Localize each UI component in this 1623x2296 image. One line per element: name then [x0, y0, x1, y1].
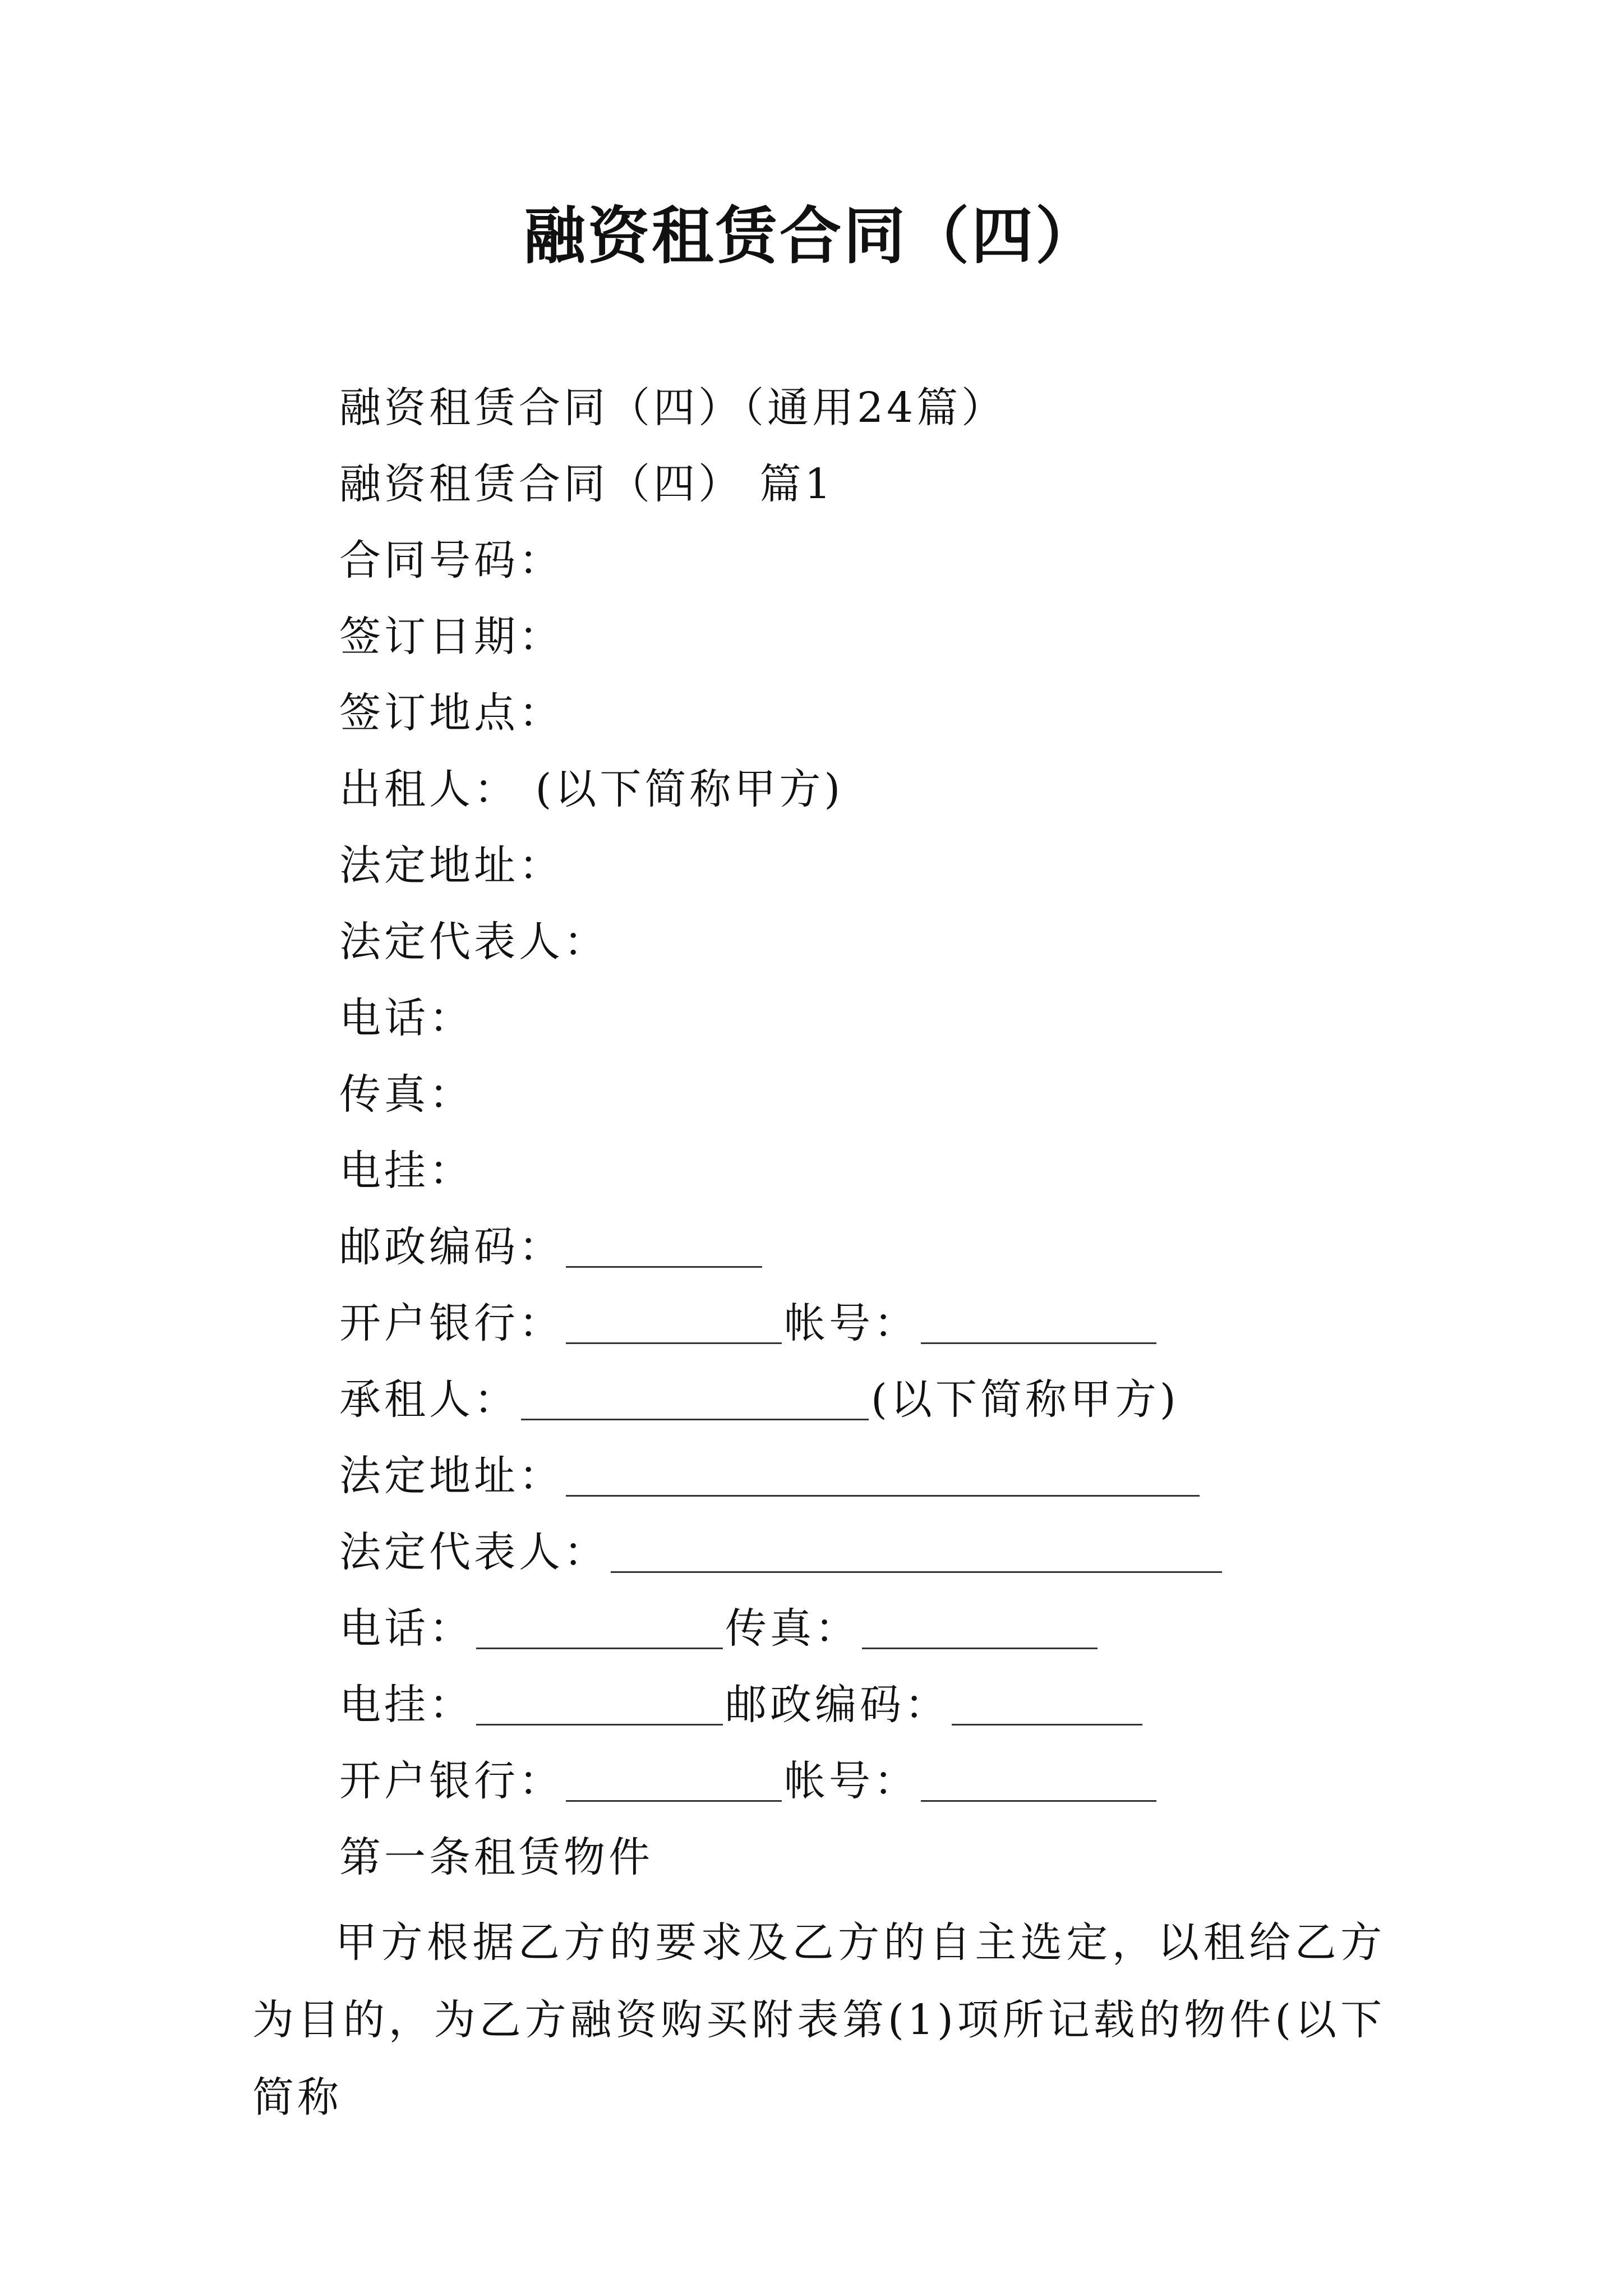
lessee-phone-label: 电话：	[339, 1604, 474, 1653]
lessee-cable-blank[interactable]	[476, 1688, 723, 1726]
lessee-fax-label: 传真：	[725, 1604, 860, 1653]
lessee-row	[339, 1375, 1179, 1424]
lessee-bank-label: 开户银行：	[339, 1757, 564, 1805]
lessor-postal-blank[interactable]	[566, 1230, 762, 1268]
lessor-label: 出租人： (以下简称甲方)	[339, 765, 844, 813]
lessee-bank-row	[339, 1757, 1159, 1805]
contract-number-label: 合同号码：	[339, 536, 564, 585]
lessor-phone-label: 电话：	[339, 994, 474, 1042]
lessor-postal-label: 邮政编码：	[339, 1223, 564, 1271]
lessee-representative-blank[interactable]	[611, 1535, 1222, 1573]
section-heading: 融资租赁合同（四） 篇1	[339, 460, 834, 508]
lessee-cable-label: 电挂：	[339, 1681, 474, 1729]
article-1-heading: 第一条租赁物件	[339, 1833, 653, 1881]
lessee-cable-row	[339, 1681, 1145, 1729]
lessor-bank-blank[interactable]	[566, 1306, 782, 1344]
lessor-postal-row	[339, 1223, 764, 1271]
lessee-postal-blank[interactable]	[952, 1688, 1142, 1726]
lessor-account-label: 帐号：	[784, 1299, 919, 1347]
lessee-phone-blank[interactable]	[476, 1612, 723, 1649]
lessee-representative-label: 法定代表人：	[339, 1528, 608, 1576]
lessor-representative-label: 法定代表人：	[339, 918, 608, 966]
lessor-account-blank[interactable]	[921, 1306, 1156, 1344]
lessee-suffix: (以下简称甲方)	[871, 1375, 1179, 1424]
lessee-bank-blank[interactable]	[566, 1764, 782, 1802]
lessee-address-row	[339, 1452, 1202, 1500]
lessor-address-label: 法定地址：	[339, 841, 564, 890]
lessee-address-blank[interactable]	[566, 1459, 1200, 1497]
lessee-phone-row	[339, 1604, 1100, 1653]
lessee-account-blank[interactable]	[921, 1764, 1156, 1802]
lessee-label: 承租人：	[339, 1375, 519, 1424]
lessee-postal-label: 邮政编码：	[725, 1681, 949, 1729]
lessor-bank-label: 开户银行：	[339, 1299, 564, 1347]
article-1-body: 甲方根据乙方的要求及乙方的自主选定，以租给乙方为目的，为乙方融资购买附表第(1)项所记载的物件(以下简称	[252, 1918, 1385, 2122]
lessor-fax-label: 传真：	[339, 1070, 474, 1119]
signing-date-label: 签订日期：	[339, 613, 564, 661]
document-title: 融资租赁合同（四）	[524, 200, 1099, 272]
subtitle-collection: 融资租赁合同（四）（通用24篇）	[339, 384, 1007, 432]
lessee-blank[interactable]	[521, 1383, 869, 1420]
lessee-account-label: 帐号：	[784, 1757, 919, 1805]
lessee-fax-blank[interactable]	[862, 1612, 1098, 1649]
lessor-cable-label: 电挂：	[339, 1147, 474, 1195]
lessee-representative-row	[339, 1528, 1224, 1576]
signing-place-label: 签订地点：	[339, 689, 564, 737]
lessor-bank-row	[339, 1299, 1159, 1347]
lessee-address-label: 法定地址：	[339, 1452, 564, 1500]
